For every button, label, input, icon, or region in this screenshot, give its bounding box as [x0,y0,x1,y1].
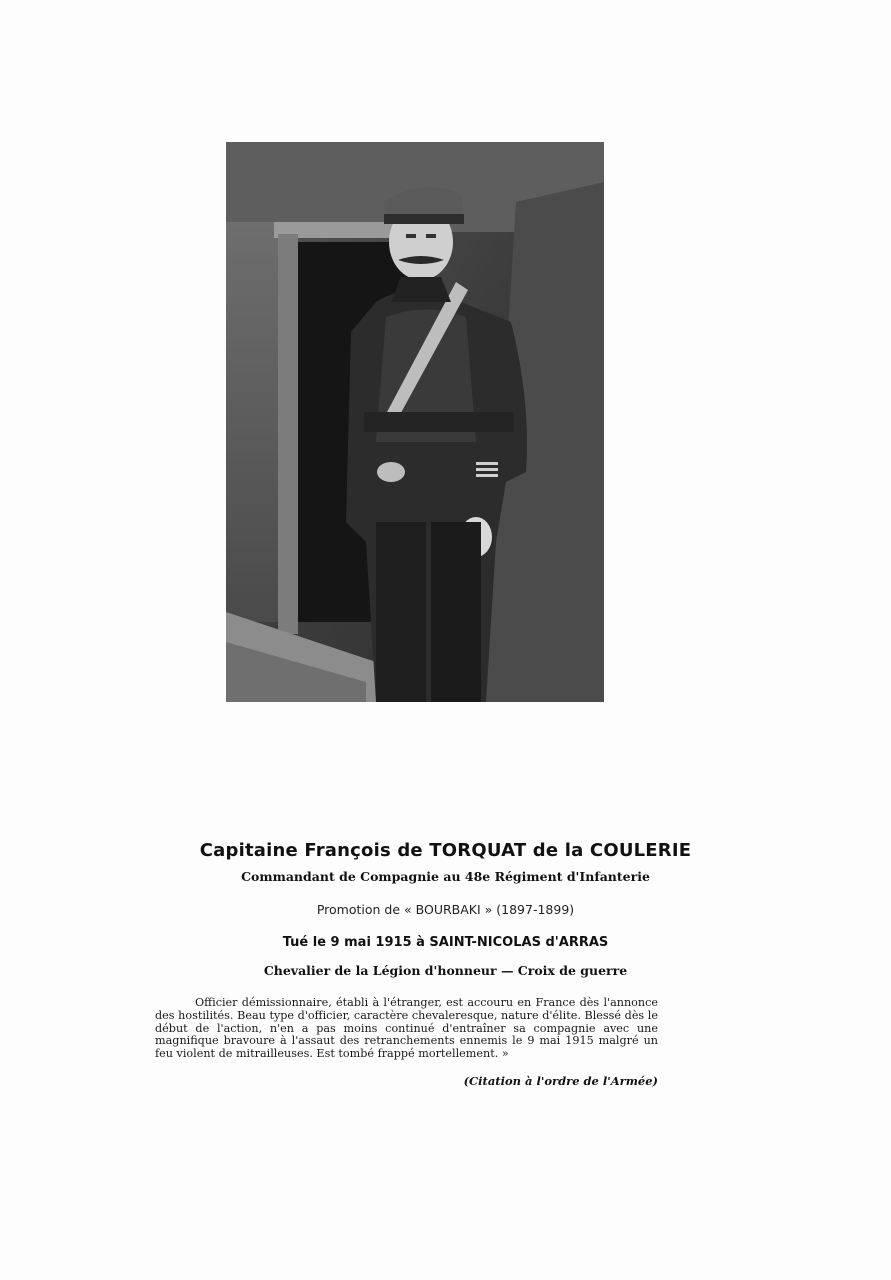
honours-line: Chevalier de la Légion d'honneur — Croix de guerre [263,963,628,978]
unit-line: Commandant de Compagnie au 48e Régiment d'Infanterie [241,869,650,884]
citation-source: (Citation à l'ordre de l'Armée) [463,1074,658,1088]
promotion-line: Promotion de « BOURBAKI » (1897-1899) [316,902,575,917]
citation-text: Officier démissionnaire, établi à l'étranger, est accouru en France dès l'annonce des hostilités. Beau type d'officier, caractère chevaleresque, nature d'élite. Blessé dès le début de l'action, n'en a pas moins continué d'entraîner sa compagnie avec une magnifique bravoure à l'assaut des retranchements ennemis le 9 mai 1915 malgré un feu violent de mitrailleuses. Est tombé frappé mortellement. » [155,996,658,1061]
portrait-photo [226,142,604,702]
death-line: Tué le 9 mai 1915 à SAINT-NICOLAS d'ARRAS [282,935,609,950]
officer-name: Capitaine François de TORQUAT de la COULERIE [199,840,692,861]
soldier-portrait-image [226,142,604,702]
